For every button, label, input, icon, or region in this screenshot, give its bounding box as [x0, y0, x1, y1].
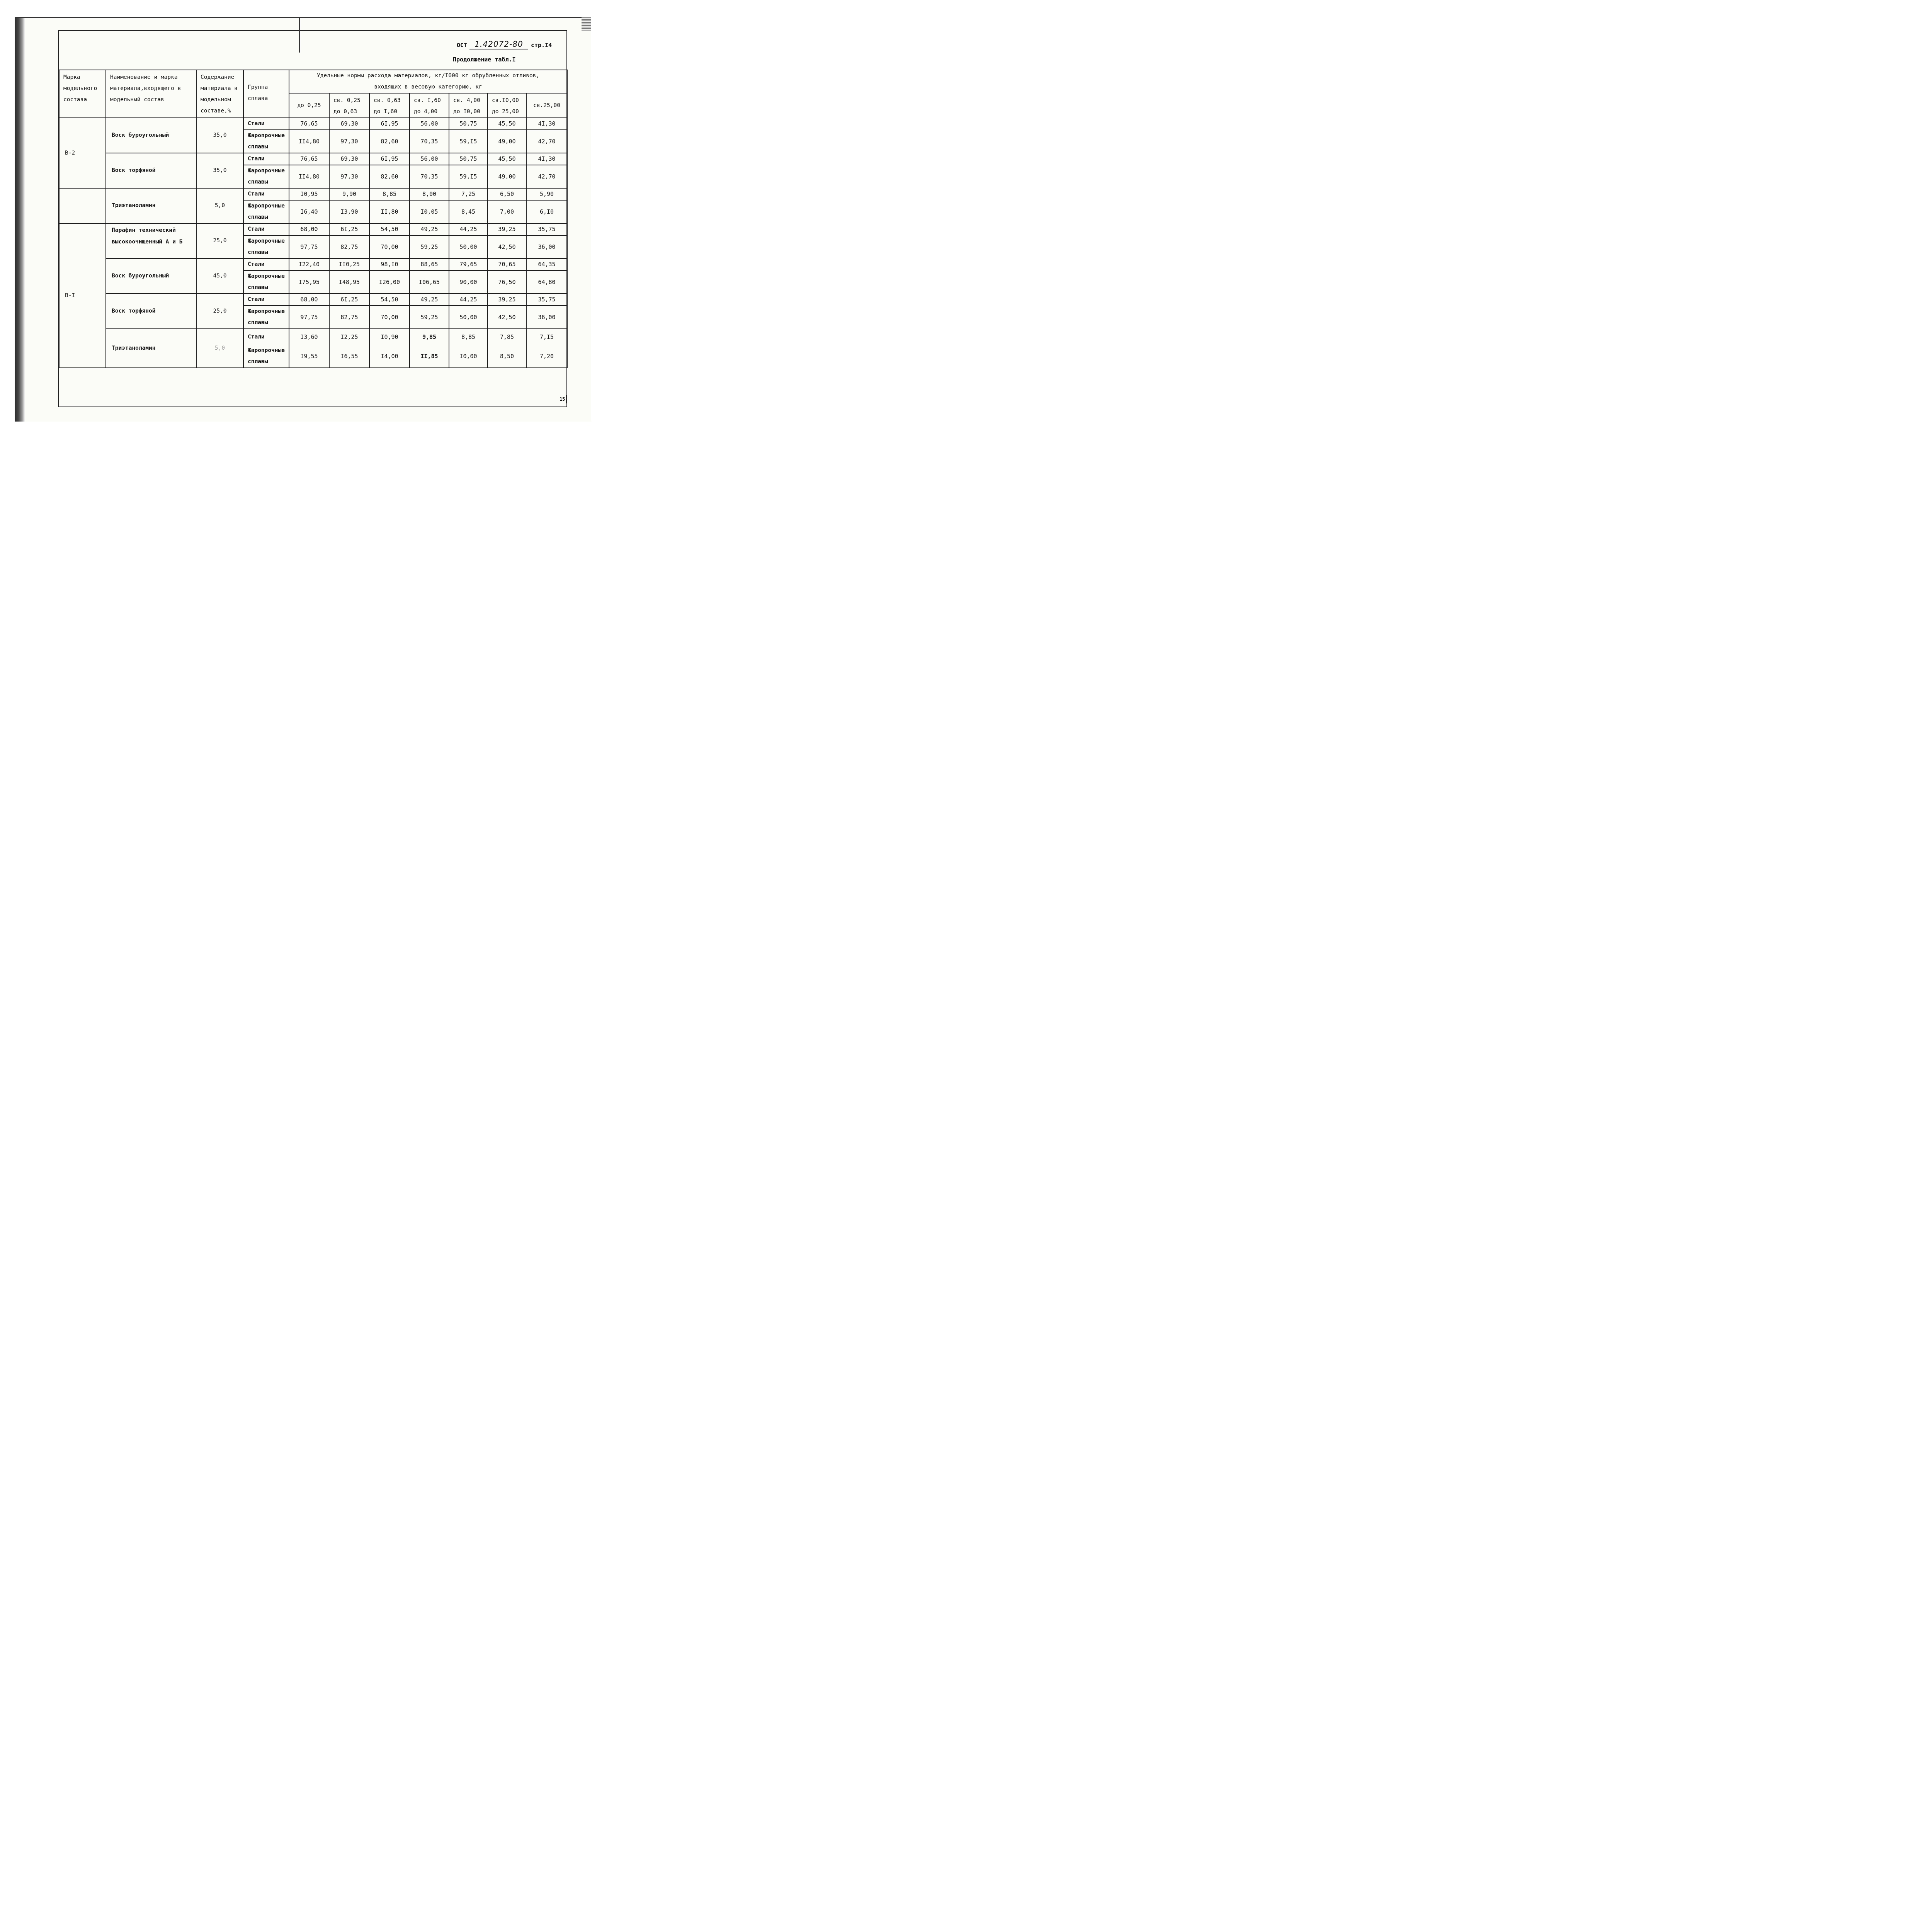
norm-value: 59,25	[410, 235, 449, 259]
norm-value: 64,80	[526, 270, 567, 294]
norm-value: 88,65	[410, 259, 449, 270]
norm-value: 7,20	[526, 345, 567, 368]
norm-value: 39,25	[488, 223, 526, 235]
norm-value: II,80	[369, 200, 410, 223]
weight-category: св.25,00	[526, 93, 567, 118]
weight-category: св. 0,63 до I,60	[369, 93, 410, 118]
material-name: Воск торфяной	[106, 153, 196, 188]
norm-value: I75,95	[289, 270, 329, 294]
norm-value: II0,25	[329, 259, 369, 270]
norm-value: 76,65	[289, 153, 329, 165]
norm-value: 68,00	[289, 294, 329, 306]
norm-value: 54,50	[369, 223, 410, 235]
norm-value: I0,95	[289, 188, 329, 200]
col-header-material: Наименование и марка материала,входящего в модельный состав	[106, 70, 196, 118]
norm-value: 98,I0	[369, 259, 410, 270]
norm-value: 6I,95	[369, 153, 410, 165]
norm-value: 4I,30	[526, 153, 567, 165]
norm-value: 82,60	[369, 165, 410, 188]
norm-value: 70,35	[410, 130, 449, 153]
norm-value: 39,25	[488, 294, 526, 306]
norm-value: 49,25	[410, 223, 449, 235]
scan-binding-edge	[15, 17, 25, 422]
norm-value: I22,40	[289, 259, 329, 270]
norm-value: 70,00	[369, 306, 410, 329]
material-content: 45,0	[196, 259, 243, 294]
material-content: 25,0	[196, 223, 243, 259]
norm-value: II4,80	[289, 165, 329, 188]
norm-value: 6,I0	[526, 200, 567, 223]
alloy-group: Жаропрочные сплавы	[243, 270, 289, 294]
norm-value: 35,75	[526, 223, 567, 235]
norm-value: 36,00	[526, 306, 567, 329]
standard-label: ОСТ	[457, 42, 468, 49]
page-number: 15	[560, 396, 565, 402]
norm-value: 50,00	[449, 235, 488, 259]
alloy-group: Жаропрочные сплавы	[243, 306, 289, 329]
norm-value: 7,85	[488, 329, 526, 345]
norm-value: 70,00	[369, 235, 410, 259]
norm-value: 82,60	[369, 130, 410, 153]
norm-value: 42,70	[526, 130, 567, 153]
norm-value: 97,30	[329, 165, 369, 188]
mark-cell-empty	[59, 188, 106, 223]
material-content: 25,0	[196, 294, 243, 329]
norm-value: 44,25	[449, 223, 488, 235]
weight-category: св. 4,00 до I0,00	[449, 93, 488, 118]
norm-value: I0,00	[449, 345, 488, 368]
norm-value: 56,00	[410, 118, 449, 130]
weight-category: св.I0,00 до 25,00	[488, 93, 526, 118]
alloy-group: Стали	[243, 329, 289, 345]
norm-value: 6I,95	[369, 118, 410, 130]
norm-value: 97,30	[329, 130, 369, 153]
col-header-norms: Удельные нормы расхода материалов, кг/I000 кг обрубленных отливов, входящих в весовую категорию, кг	[289, 70, 567, 93]
norm-value: I3,60	[289, 329, 329, 345]
scan-edge-mark	[582, 17, 591, 31]
norm-value: 97,75	[289, 235, 329, 259]
norm-value: 50,75	[449, 118, 488, 130]
norm-value: I48,95	[329, 270, 369, 294]
table-row	[59, 329, 567, 345]
norm-value: 50,00	[449, 306, 488, 329]
norm-value: 42,50	[488, 306, 526, 329]
alloy-group: Жаропрочные сплавы	[243, 165, 289, 188]
norm-value: 49,00	[488, 130, 526, 153]
norm-value: 50,75	[449, 153, 488, 165]
table-row	[59, 294, 567, 306]
material-name: Триэтаноламин	[106, 188, 196, 223]
norm-value: II,85	[410, 345, 449, 368]
norm-value: 7,00	[488, 200, 526, 223]
col-header-group: Группа сплава	[243, 70, 289, 118]
norm-value: 59,I5	[449, 165, 488, 188]
table-row	[59, 153, 567, 165]
norm-value: I6,55	[329, 345, 369, 368]
norm-value: 79,65	[449, 259, 488, 270]
norm-value: 69,30	[329, 118, 369, 130]
norm-value: I0,90	[369, 329, 410, 345]
norm-value: 90,00	[449, 270, 488, 294]
norm-value: 7,25	[449, 188, 488, 200]
norm-value: I4,00	[369, 345, 410, 368]
table-row	[59, 118, 567, 130]
norm-value: 45,50	[488, 153, 526, 165]
norm-value: 64,35	[526, 259, 567, 270]
table-row	[59, 259, 567, 270]
norm-value: 59,I5	[449, 130, 488, 153]
material-name: Парафин технический высокоочищенный А и Б	[106, 223, 196, 259]
norm-value: 49,00	[488, 165, 526, 188]
norm-value: 97,75	[289, 306, 329, 329]
norm-value: I9,55	[289, 345, 329, 368]
norm-value: 6I,25	[329, 294, 369, 306]
norm-value: 8,45	[449, 200, 488, 223]
norm-value: 70,35	[410, 165, 449, 188]
norm-value: II4,80	[289, 130, 329, 153]
material-content: 35,0	[196, 118, 243, 153]
binding-mark	[299, 18, 300, 53]
norm-value: 36,00	[526, 235, 567, 259]
norm-value: 76,50	[488, 270, 526, 294]
material-content: 5,0	[196, 329, 243, 368]
material-content: 35,0	[196, 153, 243, 188]
col-header-content: Содержание материала в модельном составе,%	[196, 70, 243, 118]
material-name: Воск торфяной	[106, 294, 196, 329]
norm-value: 45,50	[488, 118, 526, 130]
norm-value: 8,85	[449, 329, 488, 345]
norm-value: 54,50	[369, 294, 410, 306]
alloy-group: Стали	[243, 259, 289, 270]
page-label: стр.I4	[531, 42, 552, 49]
norm-value: 44,25	[449, 294, 488, 306]
norm-value: 69,30	[329, 153, 369, 165]
norm-value: 4I,30	[526, 118, 567, 130]
material-name: Воск буроугольный	[106, 118, 196, 153]
norm-value: 35,75	[526, 294, 567, 306]
norm-value: I26,00	[369, 270, 410, 294]
alloy-group: Стали	[243, 118, 289, 130]
material-norms-table	[59, 70, 568, 368]
norm-value: 5,90	[526, 188, 567, 200]
mark-cell: В-I	[59, 223, 106, 368]
weight-category: св. I,60 до 4,00	[410, 93, 449, 118]
alloy-group: Жаропрочные сплавы	[243, 200, 289, 223]
material-content: 5,0	[196, 188, 243, 223]
alloy-group: Стали	[243, 223, 289, 235]
alloy-group: Стали	[243, 153, 289, 165]
weight-category: до 0,25	[289, 93, 329, 118]
norm-value: 42,50	[488, 235, 526, 259]
norm-value: I6,40	[289, 200, 329, 223]
norm-value: 49,25	[410, 294, 449, 306]
norm-value: 68,00	[289, 223, 329, 235]
alloy-group: Жаропрочные сплавы	[243, 130, 289, 153]
alloy-group: Стали	[243, 294, 289, 306]
table-row	[59, 188, 567, 200]
norm-value: I0,05	[410, 200, 449, 223]
material-name: Триэтаноламин	[106, 329, 196, 368]
norm-value: 8,50	[488, 345, 526, 368]
norm-value: 7,I5	[526, 329, 567, 345]
norm-value: 59,25	[410, 306, 449, 329]
norm-value: 6,50	[488, 188, 526, 200]
standard-number: 1.42072-80	[469, 39, 528, 49]
alloy-group: Жаропрочные сплавы	[243, 235, 289, 259]
alloy-group: Стали	[243, 188, 289, 200]
norm-value: 82,75	[329, 306, 369, 329]
table-continuation-title: Продолжение табл.I	[453, 56, 516, 63]
norm-value: 8,00	[410, 188, 449, 200]
mark-cell: В-2	[59, 118, 106, 188]
scan-top-edge	[15, 17, 591, 18]
norm-value: I06,65	[410, 270, 449, 294]
norm-value: 70,65	[488, 259, 526, 270]
page-number-mark	[566, 395, 567, 403]
norm-value: 9,85	[410, 329, 449, 345]
weight-category: св. 0,25 до 0,63	[329, 93, 369, 118]
norm-value: I3,90	[329, 200, 369, 223]
norm-value: 56,00	[410, 153, 449, 165]
alloy-group: Жаропрочные сплавы	[243, 345, 289, 368]
norm-value: 6I,25	[329, 223, 369, 235]
norm-value: 8,85	[369, 188, 410, 200]
norm-value: 76,65	[289, 118, 329, 130]
norm-value: 82,75	[329, 235, 369, 259]
col-header-mark: Марка модельного состава	[59, 70, 106, 118]
norm-value: 9,90	[329, 188, 369, 200]
table-row	[59, 223, 567, 235]
material-name: Воск буроугольный	[106, 259, 196, 294]
norm-value: I2,25	[329, 329, 369, 345]
norm-value: 42,70	[526, 165, 567, 188]
